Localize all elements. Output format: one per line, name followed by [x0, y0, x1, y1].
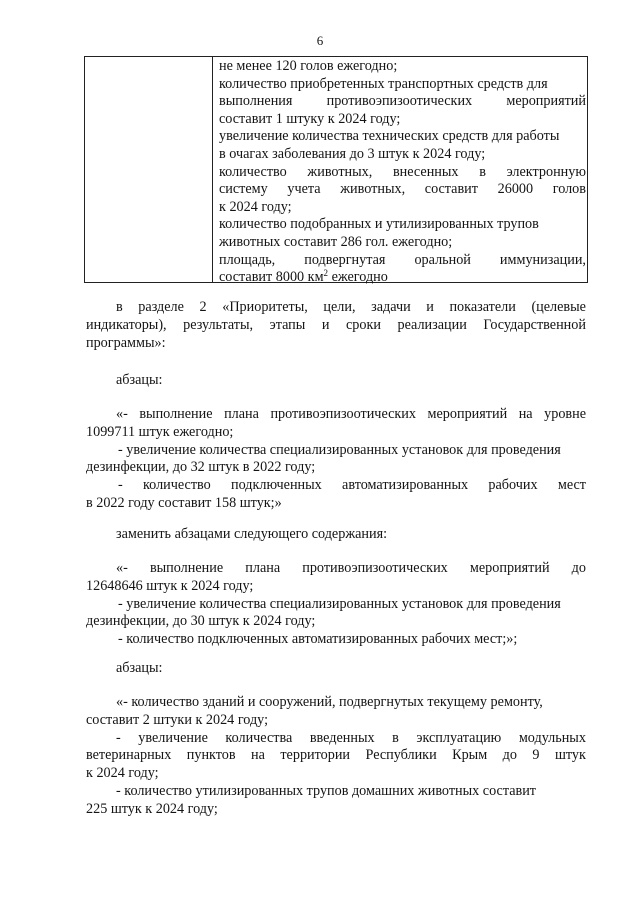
- word: мероприятий: [469, 560, 550, 576]
- word: 26000: [497, 181, 534, 198]
- paragraph-line: программы»:: [86, 334, 166, 351]
- word: внесенных: [392, 163, 459, 180]
- word: животных,: [307, 163, 373, 180]
- paragraph-line: - количество утилизированных трупов домашних животных составит: [116, 782, 537, 799]
- word: и: [321, 316, 330, 333]
- word: мероприятий: [506, 93, 586, 110]
- paragraph-line: дезинфекции, до 30 штук к 2024 году;: [86, 613, 316, 630]
- word: электронную: [506, 163, 586, 180]
- paragraph-line: «- количество зданий и сооружений, подвергнутых текущему ремонту,: [116, 694, 543, 710]
- table-cell-line: количество подобранных и утилизированных трупов: [219, 216, 539, 233]
- word: показатели: [449, 299, 516, 315]
- word: реализации: [397, 316, 467, 333]
- word: и: [426, 299, 434, 315]
- table-cell-line: [219, 252, 586, 270]
- word: Республики: [365, 747, 437, 764]
- section-intro-paragraph: [86, 299, 586, 352]
- paragraph-line: [86, 560, 586, 578]
- superscript-2: 2: [323, 268, 329, 279]
- word: противоэпизоотических: [326, 93, 473, 110]
- word: составит: [424, 181, 478, 198]
- table-cell-line: увеличение количества технических средств для работы: [219, 128, 560, 145]
- word: пунктов: [186, 747, 236, 764]
- paragraph-line: [86, 299, 586, 317]
- word: увеличение: [138, 729, 208, 746]
- area-suffix: ежегодно: [328, 269, 388, 286]
- page-number: 6: [316, 33, 324, 48]
- word: (целевые: [531, 299, 586, 315]
- second-old-paragraphs-quote: [86, 694, 586, 819]
- word: до: [502, 747, 517, 764]
- area-text: составит 8000 км: [219, 269, 324, 286]
- word: автоматизированных: [342, 477, 469, 494]
- table-cell-line: количество приобретенных транспортных средств для: [219, 75, 548, 92]
- label-text: абзацы:: [116, 660, 163, 676]
- word: на: [251, 747, 265, 764]
- paragraph-line: [86, 406, 586, 424]
- word: эксплуатацию: [416, 729, 502, 746]
- word: 9: [532, 747, 540, 764]
- word: территории: [280, 747, 351, 764]
- paragraph-line: 1099711 штук ежегодно;: [86, 423, 234, 440]
- word: уровне: [544, 406, 586, 422]
- word: голов: [552, 181, 586, 198]
- word: штук: [554, 747, 586, 764]
- word: в: [116, 299, 123, 315]
- word: Крым: [452, 747, 488, 764]
- word: подключенных: [231, 477, 322, 494]
- word: мест: [557, 477, 586, 494]
- paragraph-line: составит 2 штуки к 2024 году;: [86, 711, 269, 728]
- old-paragraphs-quote: [86, 406, 586, 513]
- table-cell-line-last: [219, 269, 586, 287]
- table-cell-line: составит 1 штуку к 2024 году;: [219, 110, 401, 127]
- word: «-: [116, 406, 128, 422]
- word: разделе: [138, 299, 184, 315]
- word: систему: [219, 181, 268, 198]
- table-column-divider: [212, 56, 213, 283]
- table-right-cell: [219, 58, 586, 287]
- word: 2: [199, 299, 207, 315]
- paragraph-line: - увеличение количества специализированных установок для проведения: [118, 595, 561, 612]
- word: животных,: [340, 181, 406, 198]
- word: выполнения: [219, 93, 293, 110]
- word: задачи: [371, 299, 411, 315]
- table-cell-line: [219, 181, 586, 199]
- new-paragraphs-quote: [86, 560, 586, 649]
- table-cell-line: к 2024 году;: [219, 198, 292, 215]
- word: цели,: [323, 299, 356, 315]
- word: оральной: [414, 251, 471, 268]
- word: модульных: [518, 729, 586, 746]
- label-abzacy-2: [86, 660, 586, 678]
- word: количество: [219, 163, 287, 180]
- paragraph-line: [86, 730, 586, 748]
- word: введенных: [309, 729, 375, 746]
- word: учета: [287, 181, 321, 198]
- table-cell-line: не менее 120 голов ежегодно;: [219, 58, 398, 74]
- word: иммунизации,: [499, 251, 586, 268]
- paragraph-line: [86, 747, 586, 765]
- word: ветеринарных: [86, 747, 172, 764]
- word: выполнение: [139, 406, 213, 422]
- word: «Приоритеты,: [222, 299, 308, 315]
- word: мероприятий: [427, 406, 508, 422]
- word: до: [571, 560, 586, 576]
- word: площадь,: [219, 251, 276, 268]
- word: количество: [143, 477, 211, 494]
- label-text: абзацы:: [116, 372, 163, 388]
- word: противоэпизоотических: [302, 560, 448, 576]
- paragraph-line: к 2024 году;: [86, 765, 159, 782]
- paragraph-line: [86, 317, 586, 335]
- paragraph-line: 225 штук к 2024 году;: [86, 800, 218, 817]
- table-cell-line: [219, 93, 586, 111]
- word: на: [518, 406, 533, 422]
- replace-label: [86, 526, 586, 544]
- label-abzacy-1: [86, 372, 586, 390]
- word: противоэпизоотических: [270, 406, 416, 422]
- word: плана: [245, 560, 281, 576]
- word: -: [116, 729, 121, 746]
- table-cell-line: животных составит 286 гол. ежегодно;: [219, 233, 453, 250]
- paragraph-line: дезинфекции, до 32 штук в 2022 году;: [86, 459, 316, 476]
- word: сроки: [345, 316, 381, 333]
- paragraph-line: 12648646 штук к 2024 году;: [86, 577, 254, 594]
- table-cell-line: [219, 164, 586, 182]
- word: количества: [225, 729, 293, 746]
- label-text: заменить абзацами следующего содержания:: [116, 526, 388, 542]
- table-cell-line: в очагах заболевания до 3 штук к 2024 году;: [219, 145, 486, 162]
- paragraph-line: в 2022 году составит 158 штук;»: [86, 494, 282, 511]
- word: в: [479, 163, 486, 180]
- word: Государственной: [483, 316, 586, 333]
- word: в: [392, 729, 399, 746]
- word: подвергнутая: [304, 251, 386, 268]
- word: «-: [116, 560, 128, 576]
- word: этапы: [269, 316, 306, 333]
- word: индикаторы),: [86, 316, 167, 333]
- word: плана: [224, 406, 259, 422]
- word: результаты,: [183, 316, 254, 333]
- paragraph-line: - количество подключенных автоматизированных рабочих мест;»;: [118, 631, 518, 648]
- word: -: [118, 477, 123, 494]
- paragraph-line: - увеличение количества специализированных установок для проведения: [118, 441, 561, 458]
- paragraph-line: [86, 477, 586, 495]
- word: выполнение: [149, 560, 224, 576]
- word: рабочих: [488, 477, 538, 494]
